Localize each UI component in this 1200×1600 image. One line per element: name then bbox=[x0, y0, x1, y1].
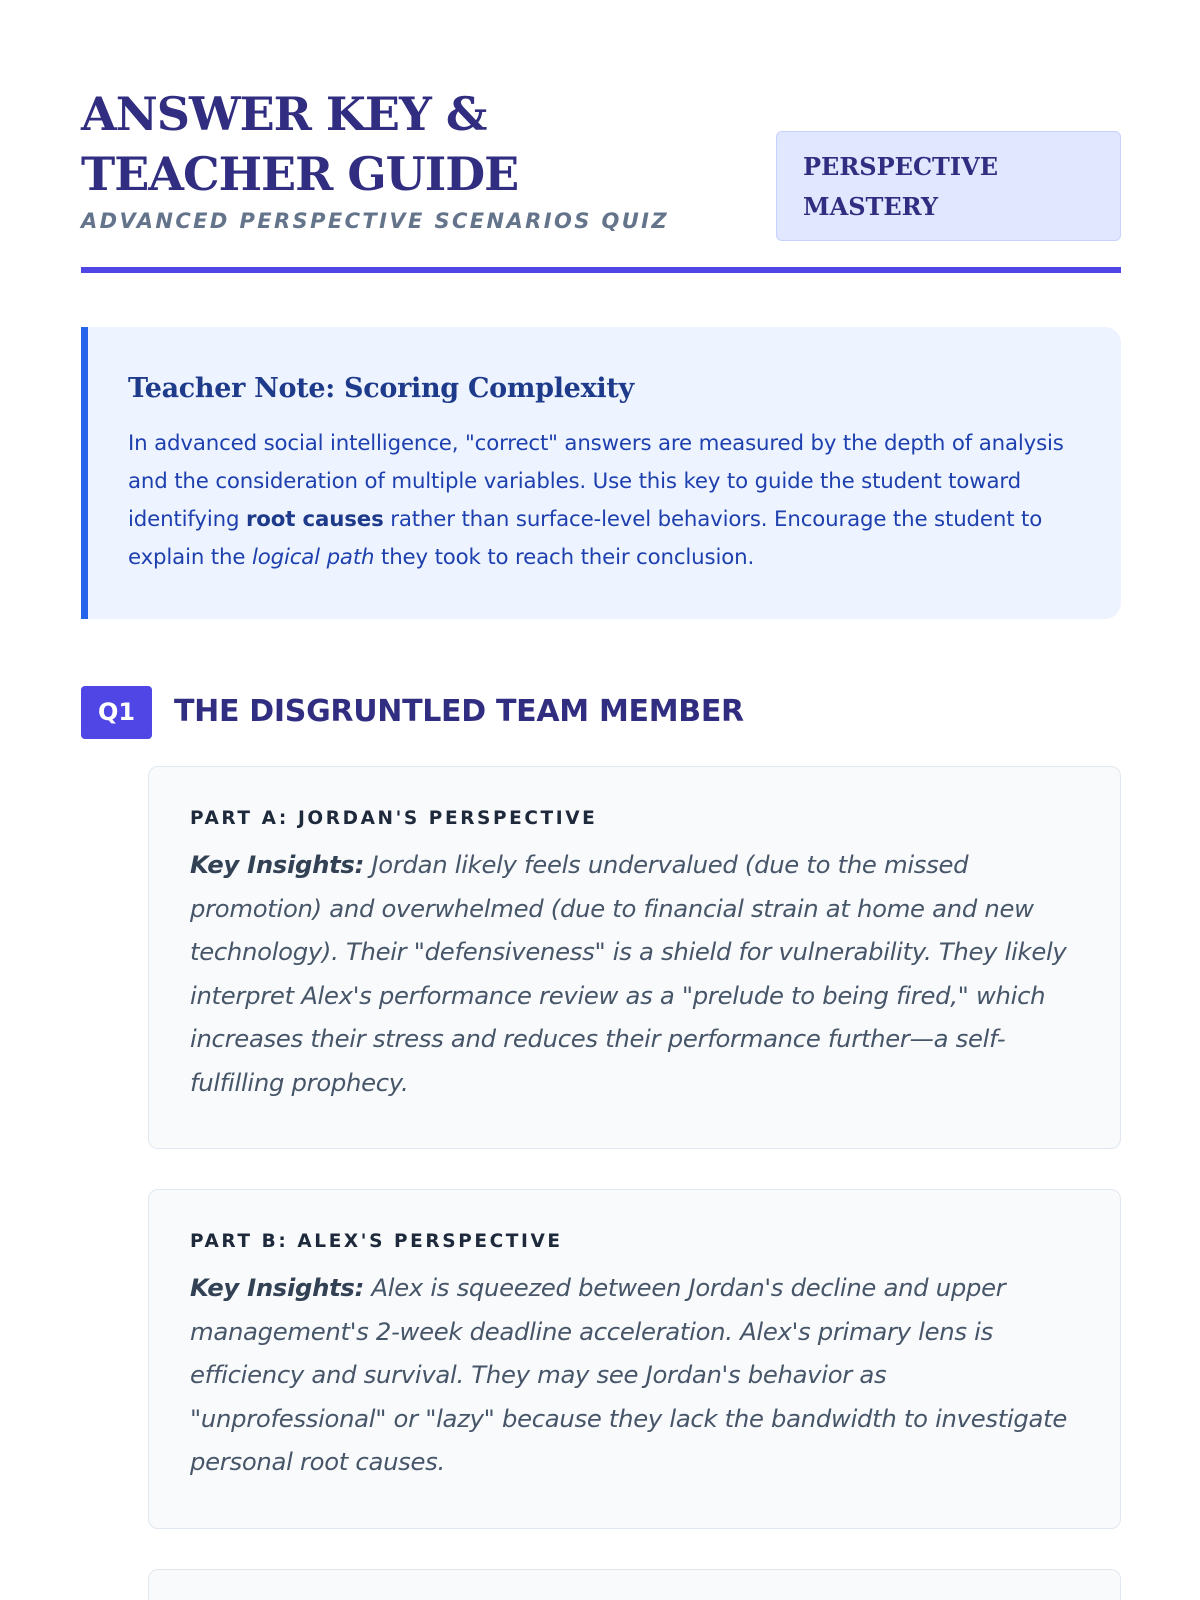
header-divider bbox=[81, 267, 1121, 273]
mastery-badge: PERSPECTIVE MASTERY bbox=[776, 131, 1121, 241]
question-title: THE DISGRUNTLED TEAM MEMBER bbox=[174, 694, 744, 729]
teacher-note bbox=[81, 327, 1121, 619]
key-insights bbox=[190, 843, 1080, 1104]
page-subtitle: ADVANCED PERSPECTIVE SCENARIOS QUIZ bbox=[81, 209, 669, 233]
teacher-note-title: Teacher Note: Scoring Complexity bbox=[128, 373, 634, 404]
question-number-badge: Q1 bbox=[81, 686, 152, 739]
note-text-3: they took to reach their conclusion. bbox=[374, 545, 755, 570]
note-italic-text: logical path bbox=[251, 545, 375, 570]
answer-card-part-b bbox=[148, 1189, 1121, 1529]
key-insights-label: Key Insights: bbox=[190, 850, 364, 879]
answer-card-part-c bbox=[148, 1569, 1121, 1600]
part-label: PART A: JORDAN'S PERSPECTIVE bbox=[190, 808, 598, 829]
key-insights-text: Alex is squeezed between Jordan's decline and upper management's 2-week deadline acceleration. Alex's primary lens is efficiency and survival. They may see Jordan's behavior as "unprofessional" or "lazy" because they lack the bandwidth to investigate personal root causes. bbox=[190, 1273, 1068, 1476]
answer-card-part-a bbox=[148, 766, 1121, 1149]
key-insights bbox=[190, 1266, 1080, 1484]
note-text-1: In advanced social intelligence, "correct" answers are measured by the depth of analysis and the consideration of multiple variables. Use this key to guide the student toward identifying bbox=[128, 431, 1064, 532]
answer-key-page bbox=[81, 0, 1121, 1476]
note-bold-text: root causes bbox=[245, 507, 384, 532]
note-text-2: rather than surface-level behaviors. Encourage the student to explain the bbox=[128, 507, 1043, 570]
page-title: ANSWER KEY & TEACHER GUIDE bbox=[81, 87, 519, 201]
teacher-note-body bbox=[128, 425, 1081, 577]
page-header bbox=[81, 0, 1121, 275]
key-insights-text: Jordan likely feels undervalued (due to the missed promotion) and overwhelmed (due to financial strain at home and new technology). Their "defensiveness" is a shield for vulnerability. They likely interpret Alex's performance review as a "prelude to being fired," which increases their stress and reduces their performance further—a self-fulfilling prophecy. bbox=[190, 850, 1067, 1097]
part-label: PART B: ALEX'S PERSPECTIVE bbox=[190, 1231, 563, 1252]
key-insights-label: Key Insights: bbox=[190, 1273, 364, 1302]
